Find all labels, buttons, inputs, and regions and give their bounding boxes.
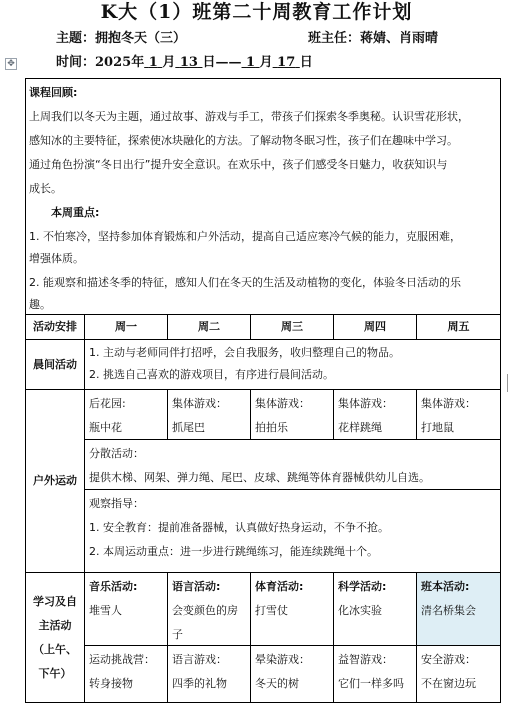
outdoor-game-cell: [416, 389, 501, 440]
game-value: 转身接物: [89, 677, 133, 690]
learning-activity-cell: [84, 572, 168, 646]
guidance-title: 观察指导：: [89, 497, 144, 510]
outdoor-free-play: [84, 439, 501, 490]
activity-title: 语言活动:: [172, 580, 221, 593]
time-label: 时间：: [56, 55, 96, 70]
focus-line: 增强体质。: [29, 252, 84, 265]
game-value: 拍拍乐: [255, 421, 288, 434]
review-heading: 课程回顾:: [29, 86, 78, 99]
learning-activity-cell: [250, 572, 334, 646]
time-line: [56, 54, 313, 72]
end-month: 1: [246, 55, 256, 70]
focus-heading: 本周重点:: [51, 206, 100, 219]
day-header: 周四: [333, 314, 417, 340]
learning-game-cell: [250, 645, 334, 703]
game-title: 集体游戏：: [172, 397, 227, 410]
game-title: 语言游戏：: [172, 653, 227, 666]
guidance-line: 2. 本周运动重点：进一步进行跳绳练习，能连续跳绳十个。: [89, 545, 378, 558]
day-dash: 日——: [202, 55, 242, 70]
game-value: 不在窗边玩: [421, 677, 476, 690]
game-title: 集体游戏：: [421, 397, 476, 410]
page-title: K大（1）班第二十周教育工作计划: [100, 1, 413, 23]
outdoor-game-cell: [84, 389, 168, 440]
activity-value: 清名桥集会: [421, 604, 476, 617]
learning-activity-cell: [333, 572, 417, 646]
activity-title: 科学活动:: [338, 580, 387, 593]
activity-value: 化冰实验: [338, 604, 382, 617]
teachers-value: 蒋婧、肖雨晴: [360, 31, 439, 46]
guidance-line: 1. 安全教育：提前准备器械，认真做好热身运动，不争不抢。: [89, 521, 389, 534]
schedule-header-label: 活动安排: [25, 314, 85, 340]
theme-line: [56, 30, 186, 48]
focus-line: 2. 能观察和描述冬季的特征，感知人们在冬天的生活及动植物的变化，体验冬日活动的乐: [29, 276, 461, 289]
teachers-label: 班主任：: [308, 31, 361, 46]
outdoor-game-cell: [167, 389, 251, 440]
learning-label-line: 下午）: [38, 666, 72, 680]
theme-value: 拥抱冬天（三）: [95, 31, 187, 46]
day-header: 周三: [250, 314, 334, 340]
review-line: 上周我们以冬天为主题，通过故事、游戏与手工，带孩子们探索冬季奥秘。认识雪花形状，: [29, 110, 469, 123]
game-value: 冬天的树: [255, 677, 299, 690]
review-line: 成长。: [29, 182, 62, 195]
game-value: 花样跳绳: [338, 421, 382, 434]
game-value: 瓶中花: [89, 421, 122, 434]
activity-value: 会变颜色的房: [172, 604, 238, 617]
theme-label: 主题：: [56, 31, 96, 46]
outdoor-guidance: [84, 489, 501, 573]
game-title: 安全游戏：: [421, 653, 476, 666]
learning-activity-cell-highlighted: [416, 572, 501, 646]
free-play-text: 提供木梯、网架、弹力绳、尾巴、皮球、跳绳等体育器械供幼儿自选。: [89, 471, 430, 484]
focus-line: 1. 不怕寒冷，坚持参加体育锻炼和户外活动，提高自己适应寒冷气候的能力，克服困难，: [29, 230, 461, 243]
learning-game-cell: [416, 645, 501, 703]
year: 2025年: [95, 55, 145, 70]
activity-title: 班本活动:: [421, 580, 470, 593]
activity-title: 音乐活动:: [89, 580, 138, 593]
activity-title: 体育活动:: [255, 580, 304, 593]
page-edge-marker: [507, 374, 513, 392]
learning-activity-cell: [167, 572, 251, 646]
morning-content: [84, 339, 501, 390]
table-move-handle-icon[interactable]: ✥: [5, 58, 17, 70]
day-header: 周一: [84, 314, 168, 340]
learning-label-line: （上午、: [33, 642, 77, 656]
game-value: 打地鼠: [421, 421, 454, 434]
outdoor-label: 户外运动: [25, 389, 85, 573]
focus-line: 趣。: [29, 298, 51, 311]
game-value: 抓尾巴: [172, 421, 205, 434]
day-header: 周五: [416, 314, 501, 340]
day-label-end: 日: [299, 55, 313, 70]
day-header: 周二: [167, 314, 251, 340]
review-line: 通过角色扮演“冬日出行”提升安全意识。在欢乐中，孩子们感受冬日魅力，收获知识与: [29, 158, 448, 171]
learning-game-cell: [333, 645, 417, 703]
learning-game-cell: [84, 645, 168, 703]
activity-value: 子: [172, 628, 183, 641]
game-value: 它们一样多吗: [338, 677, 404, 690]
activity-value: 打雪仗: [255, 604, 288, 617]
game-title: 集体游戏：: [255, 397, 310, 410]
game-title: 晕染游戏：: [255, 653, 310, 666]
free-play-title: 分散活动：: [89, 447, 144, 460]
game-title: 集体游戏：: [338, 397, 393, 410]
teachers-line: [308, 30, 438, 48]
month-label-2: 月: [259, 55, 273, 70]
learning-game-cell: [167, 645, 251, 703]
morning-line: 2. 挑选自己喜欢的游戏项目，有序进行晨间活动。: [89, 368, 334, 381]
activity-value: 堆雪人: [89, 604, 122, 617]
learning-label-line: 主活动: [38, 618, 72, 632]
month-label: 月: [162, 55, 176, 70]
learning-label: [25, 572, 85, 703]
morning-line: 1. 主动与老师同伴打招呼，会自我服务，收归整理自己的物品。: [89, 346, 400, 359]
start-month: 1: [148, 55, 158, 70]
game-title: 益智游戏：: [338, 653, 393, 666]
game-title: 运动挑战营：: [89, 653, 155, 666]
end-day: 17: [277, 55, 296, 70]
review-line: 感知冰的主要特征，探索使冰块融化的方法。了解动物冬眠习性，孩子们在趣味中学习。: [29, 134, 458, 147]
start-day: 13: [179, 55, 198, 70]
learning-label-line: 学习及自: [33, 594, 77, 608]
outdoor-game-cell: [333, 389, 417, 440]
outdoor-game-cell: [250, 389, 334, 440]
game-value: 四季的礼物: [172, 677, 227, 690]
morning-label: 晨间活动: [25, 339, 85, 390]
game-title: 后花园:: [89, 397, 126, 410]
